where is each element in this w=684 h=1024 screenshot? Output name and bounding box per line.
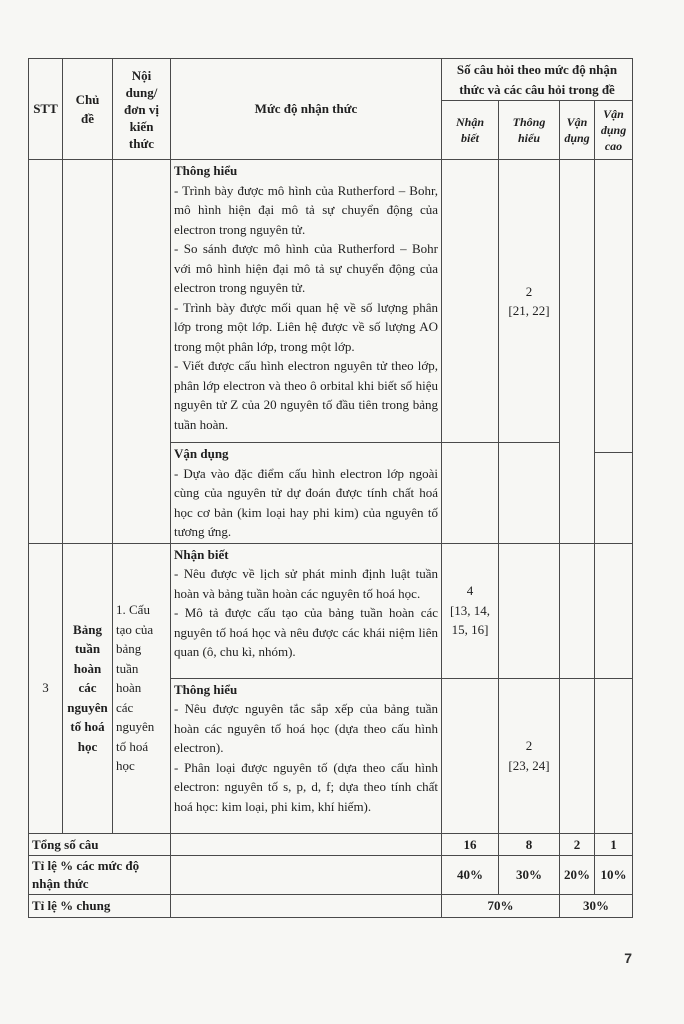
percent-general-label: Tỉ lệ % chung bbox=[29, 895, 171, 918]
van-dung-cao-count-cell bbox=[595, 160, 633, 544]
totals-spacer bbox=[171, 833, 442, 856]
header-noi-dung: Nội dung/ đơn vị kiến thức bbox=[113, 59, 171, 160]
header-so-cau: Số câu hỏi theo mức độ nhận thức và các câu hỏi trong đề bbox=[442, 59, 633, 101]
description-cell: Nhận biết - Nêu được về lịch sử phát minh định luật tuần hoàn và bảng tuần hoàn các nguyên tố hoá học. - Mô tả được cấu tạo của bảng tuần hoàn các nguyên tố hoá học và nêu được các khái niệm liên quan (ô, chu kì, nhóm). bbox=[171, 543, 442, 678]
unit-cell: 1. Cấu tạo của bảng tuần hoàn các nguyên tố hoá học bbox=[113, 543, 171, 833]
nhan-biet-count-cell bbox=[442, 160, 499, 443]
percent-levels-row bbox=[29, 856, 633, 895]
percent-levels-label: Tỉ lệ % các mức độ nhận thức bbox=[29, 856, 171, 895]
description-cell: Vận dụng - Dựa vào đặc điểm cấu hình electron lớp ngoài cùng của nguyên tử dự đoán được tính chất hoá học cơ bản (kim loại hay phi kim) của nguyên tố tương ứng. bbox=[171, 443, 442, 544]
van-dung-count-cell bbox=[560, 678, 595, 833]
total-nhan-biet: 16 bbox=[442, 833, 499, 856]
nhan-biet-count-cell bbox=[442, 678, 499, 833]
percent-general-spacer bbox=[171, 895, 442, 918]
table-row bbox=[29, 160, 633, 443]
percent-general-understanding: 70% bbox=[442, 895, 560, 918]
page-number: 7 bbox=[624, 950, 632, 966]
stt-cell: 3 bbox=[29, 543, 63, 833]
nhan-biet-count-cell: 4 [13, 14, 15, 16] bbox=[442, 543, 499, 678]
percent-nhan-biet: 40% bbox=[442, 856, 499, 895]
thong-hieu-count-cell bbox=[499, 543, 560, 678]
topic-cell-continued bbox=[63, 160, 113, 544]
van-dung-count-cell bbox=[560, 543, 595, 678]
van-dung-cao-count-cell bbox=[595, 678, 633, 833]
knowledge-matrix-table bbox=[28, 58, 633, 918]
percent-general-application: 30% bbox=[560, 895, 633, 918]
description-cell: Thông hiểu - Nêu được nguyên tắc sắp xếp của bảng tuần hoàn các nguyên tố hoá học (dựa theo cấu hình electron). - Phân loại được nguyên tố (dựa theo cấu hình electron: nguyên tố s, p, d, f; dựa theo tính chất hoá học: kim loại, phi kim, khí hiếm). bbox=[171, 678, 442, 833]
level-heading: Thông hiểu bbox=[174, 681, 238, 697]
van-dung-cao-count-cell bbox=[595, 543, 633, 678]
level-heading: Nhận biết bbox=[174, 546, 229, 562]
topic-cell: Bảng tuần hoàn các nguyên tố hoá học bbox=[63, 543, 113, 833]
percent-levels-spacer bbox=[171, 856, 442, 895]
header-muc-do: Mức độ nhận thức bbox=[171, 59, 442, 160]
unit-cell-continued bbox=[113, 160, 171, 544]
percent-thong-hieu: 30% bbox=[499, 856, 560, 895]
percent-van-dung-cao: 10% bbox=[595, 856, 633, 895]
level-heading: Vận dụng bbox=[174, 446, 229, 461]
van-dung-count-cell bbox=[560, 160, 595, 544]
thong-hieu-count-cell: 2 [21, 22] bbox=[499, 160, 560, 443]
total-van-dung: 2 bbox=[560, 833, 595, 856]
header-nhan-biet: Nhận biết bbox=[442, 101, 499, 160]
level-heading: Thông hiểu bbox=[174, 163, 238, 178]
total-van-dung-cao: 1 bbox=[595, 833, 633, 856]
header-van-dung-cao: Vận dụng cao bbox=[595, 101, 633, 160]
totals-label: Tổng số câu bbox=[29, 833, 171, 856]
description-cell: Thông hiểu - Trình bày được mô hình của Rutherford – Bohr, mô hình hiện đại mô tả sự chuyển động của electron trong nguyên tử. - So sánh được mô hình của Rutherford – Bohr với mô hình hiện đại mô tả sự chuyển động của electron trong nguyên tử. - Trình bày được mối quan hệ về số lượng phân lớp trong một lớp. Liên hệ được về số lượng AO trong một phân lớp, trong một lớp. - Viết được cấu hình electron nguyên tử theo lớp, phân lớp electron và theo ô orbital khi biết số hiệu nguyên tử Z của 20 nguyên tố đầu tiên trong bảng tuần hoàn. bbox=[171, 160, 442, 443]
header-van-dung: Vận dụng bbox=[560, 101, 595, 160]
percent-van-dung: 20% bbox=[560, 856, 595, 895]
header-row-1 bbox=[29, 59, 633, 101]
header-chu-de: Chủ đề bbox=[63, 59, 113, 160]
totals-row bbox=[29, 833, 633, 856]
header-stt: STT bbox=[29, 59, 63, 160]
total-thong-hieu: 8 bbox=[499, 833, 560, 856]
header-thong-hieu: Thông hiểu bbox=[499, 101, 560, 160]
thong-hieu-count-cell: 2 [23, 24] bbox=[499, 678, 560, 833]
table-row bbox=[29, 543, 633, 678]
percent-general-row bbox=[29, 895, 633, 918]
nhan-biet-count-cell bbox=[442, 443, 499, 544]
stt-cell-continued bbox=[29, 160, 63, 544]
thong-hieu-count-cell bbox=[499, 443, 560, 544]
